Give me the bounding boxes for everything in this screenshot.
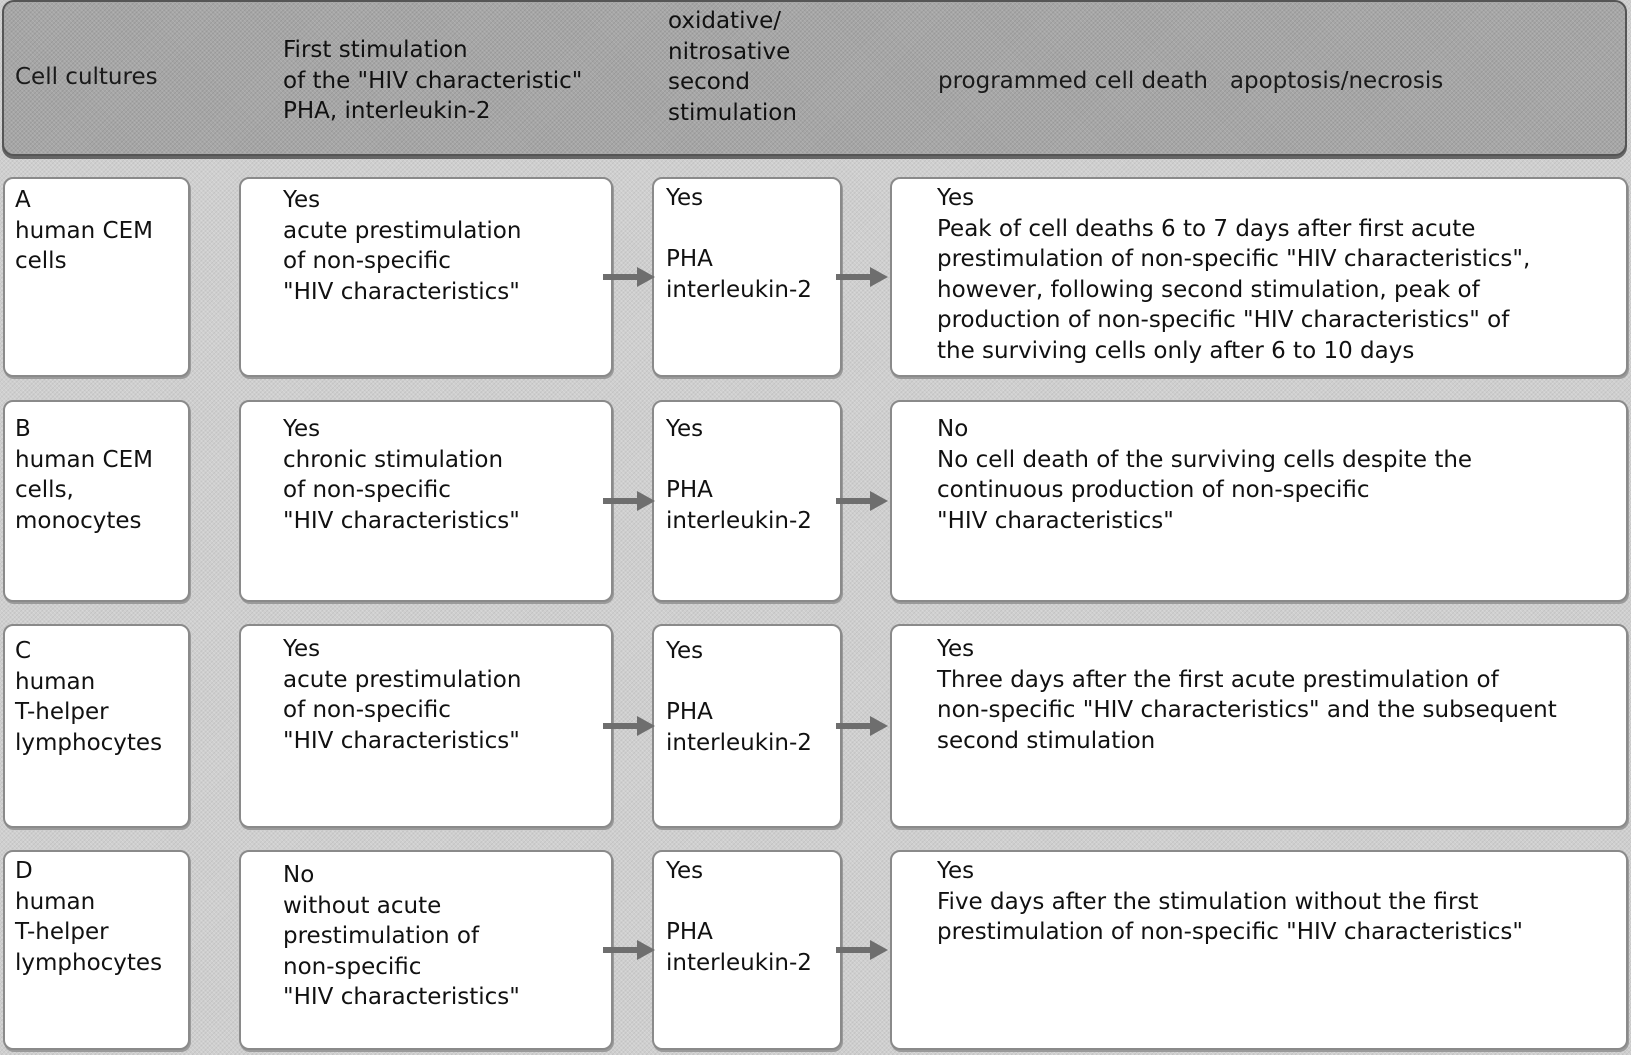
- first-stimulation-box-line: of non-specific: [283, 477, 451, 503]
- culture-box-line: human CEM: [15, 446, 153, 473]
- arrow-second-to-death-icon: [836, 714, 888, 738]
- second-stimulation-box-line: Yes: [666, 638, 704, 664]
- culture-box-line: T-helper: [15, 919, 109, 945]
- header-second-stimulation-line: stimulation: [668, 99, 797, 126]
- cell-death-box-line: second stimulation: [937, 727, 1156, 754]
- arrow-first-to-second-icon: [603, 489, 655, 513]
- cell-death-box-line: "HIV characteristics": [937, 507, 1174, 534]
- cell-death-box-text: [937, 183, 1530, 366]
- cell-death-box-line: prestimulation of non-specific "HIV characteristics": [937, 919, 1523, 945]
- first-stimulation-box-line: acute prestimulation: [283, 217, 522, 244]
- second-stimulation-box-line: PHA: [666, 477, 713, 503]
- cell-death-box-line: No cell death of the surviving cells despite the: [937, 446, 1473, 473]
- second-stimulation-box-line: Yes: [666, 416, 704, 442]
- first-stimulation-box-line: of non-specific: [283, 248, 451, 274]
- first-stimulation-box-line: without acute: [283, 892, 442, 919]
- culture-box-line: B: [15, 416, 31, 442]
- culture-box-text: [15, 636, 162, 758]
- second-stimulation-box-line: PHA: [666, 699, 713, 725]
- culture-box-line: monocytes: [15, 507, 142, 534]
- second-stimulation-box-line: Yes: [666, 185, 704, 211]
- culture-box-text: [15, 414, 153, 536]
- cell-death-box-line: No: [937, 416, 969, 442]
- first-stimulation-box-line: Yes: [283, 636, 321, 662]
- first-stimulation-box-line: No: [283, 862, 315, 888]
- cell-death-box-line: production of non-specific "HIV characteristics" of: [937, 307, 1510, 333]
- cell-death-box-line: Peak of cell deaths 6 to 7 days after first acute: [937, 215, 1476, 242]
- second-stimulation-box-line: interleukin-2: [666, 729, 812, 756]
- first-stimulation-box-line: Yes: [283, 416, 321, 442]
- cell-death-box-line: continuous production of non-specific: [937, 477, 1370, 503]
- first-stimulation-box-line: non-specific: [283, 953, 422, 980]
- arrow-second-to-death-icon: [836, 938, 888, 962]
- culture-box-line: lymphocytes: [15, 949, 163, 976]
- culture-box-line: human: [15, 888, 96, 915]
- first-stimulation-box-line: of non-specific: [283, 697, 451, 723]
- culture-box-line: human: [15, 668, 96, 695]
- cell-death-box-text: [937, 414, 1472, 536]
- culture-box-text: [15, 856, 162, 978]
- cell-death-box-line: the surviving cells only after 6 to 10 days: [937, 337, 1415, 364]
- second-stimulation-box-text: [666, 856, 812, 978]
- second-stimulation-box-line: interleukin-2: [666, 949, 812, 976]
- header-first-stimulation-line: PHA, interleukin-2: [283, 98, 491, 124]
- header-first-stimulation-line: First stimulation: [283, 37, 468, 63]
- culture-box-line: A: [15, 187, 31, 213]
- first-stimulation-box-text: [283, 185, 521, 307]
- second-stimulation-box-text: [666, 183, 812, 305]
- header-first-stimulation-line: of the "HIV characteristic": [283, 67, 583, 94]
- arrow-first-to-second-icon: [603, 938, 655, 962]
- first-stimulation-box-line: "HIV characteristics": [283, 984, 520, 1010]
- culture-box-line: T-helper: [15, 699, 109, 725]
- first-stimulation-box-line: Yes: [283, 187, 321, 213]
- header-second-stimulation-line: second: [668, 69, 751, 95]
- header-cell-cultures: Cell cultures: [15, 64, 158, 90]
- second-stimulation-box-line: Yes: [666, 858, 704, 884]
- cell-death-box-line: Yes: [937, 636, 975, 662]
- second-stimulation-box-line: [666, 887, 812, 918]
- first-stimulation-box-text: [283, 860, 520, 1013]
- culture-box-text: [15, 185, 153, 277]
- culture-box-line: lymphocytes: [15, 729, 163, 756]
- cell-death-box-text: [937, 856, 1523, 948]
- second-stimulation-box-line: interleukin-2: [666, 276, 812, 303]
- first-stimulation-box-line: "HIV characteristics": [283, 507, 520, 534]
- first-stimulation-box-line: "HIV characteristics": [283, 727, 520, 754]
- cell-death-box-text: [937, 634, 1557, 756]
- header-cell-death: programmed cell death apoptosis/necrosis: [938, 68, 1444, 94]
- second-stimulation-box-line: [666, 445, 812, 476]
- first-stimulation-box-line: "HIV characteristics": [283, 278, 520, 305]
- header-first-stimulation: [283, 35, 582, 127]
- arrow-first-to-second-icon: [603, 714, 655, 738]
- second-stimulation-box-line: [666, 214, 812, 245]
- cell-death-box-line: Five days after the stimulation without the first: [937, 888, 1479, 915]
- first-stimulation-box-text: [283, 414, 520, 536]
- header-second-stimulation-line: nitrosative: [668, 38, 791, 65]
- first-stimulation-box-line: acute prestimulation: [283, 666, 522, 693]
- header-second-stimulation: [668, 6, 797, 128]
- arrow-second-to-death-icon: [836, 265, 888, 289]
- second-stimulation-box-line: interleukin-2: [666, 507, 812, 534]
- header-second-stimulation-line: oxidative/: [668, 8, 781, 34]
- cell-death-box-line: prestimulation of non-specific "HIV characteristics",: [937, 246, 1531, 272]
- cell-death-box-line: Yes: [937, 858, 975, 884]
- second-stimulation-box-line: PHA: [666, 246, 713, 272]
- first-stimulation-box-line: chronic stimulation: [283, 446, 504, 473]
- first-stimulation-box-line: prestimulation of: [283, 923, 480, 949]
- culture-box-line: D: [15, 858, 33, 884]
- second-stimulation-box-text: [666, 636, 812, 758]
- culture-box-line: C: [15, 638, 32, 664]
- cell-death-box-line: Yes: [937, 185, 975, 211]
- second-stimulation-box-line: PHA: [666, 919, 713, 945]
- culture-box-line: cells: [15, 248, 67, 274]
- second-stimulation-box-line: [666, 667, 812, 698]
- cell-death-box-line: Three days after the first acute prestimulation of: [937, 666, 1499, 693]
- culture-box-line: cells,: [15, 477, 74, 503]
- culture-box-line: human CEM: [15, 217, 153, 244]
- arrow-first-to-second-icon: [603, 265, 655, 289]
- arrow-second-to-death-icon: [836, 489, 888, 513]
- first-stimulation-box-text: [283, 634, 521, 756]
- cell-death-box-line: non-specific "HIV characteristics" and the subsequent: [937, 697, 1557, 723]
- cell-death-box-line: however, following second stimulation, peak of: [937, 276, 1480, 303]
- second-stimulation-box-text: [666, 414, 812, 536]
